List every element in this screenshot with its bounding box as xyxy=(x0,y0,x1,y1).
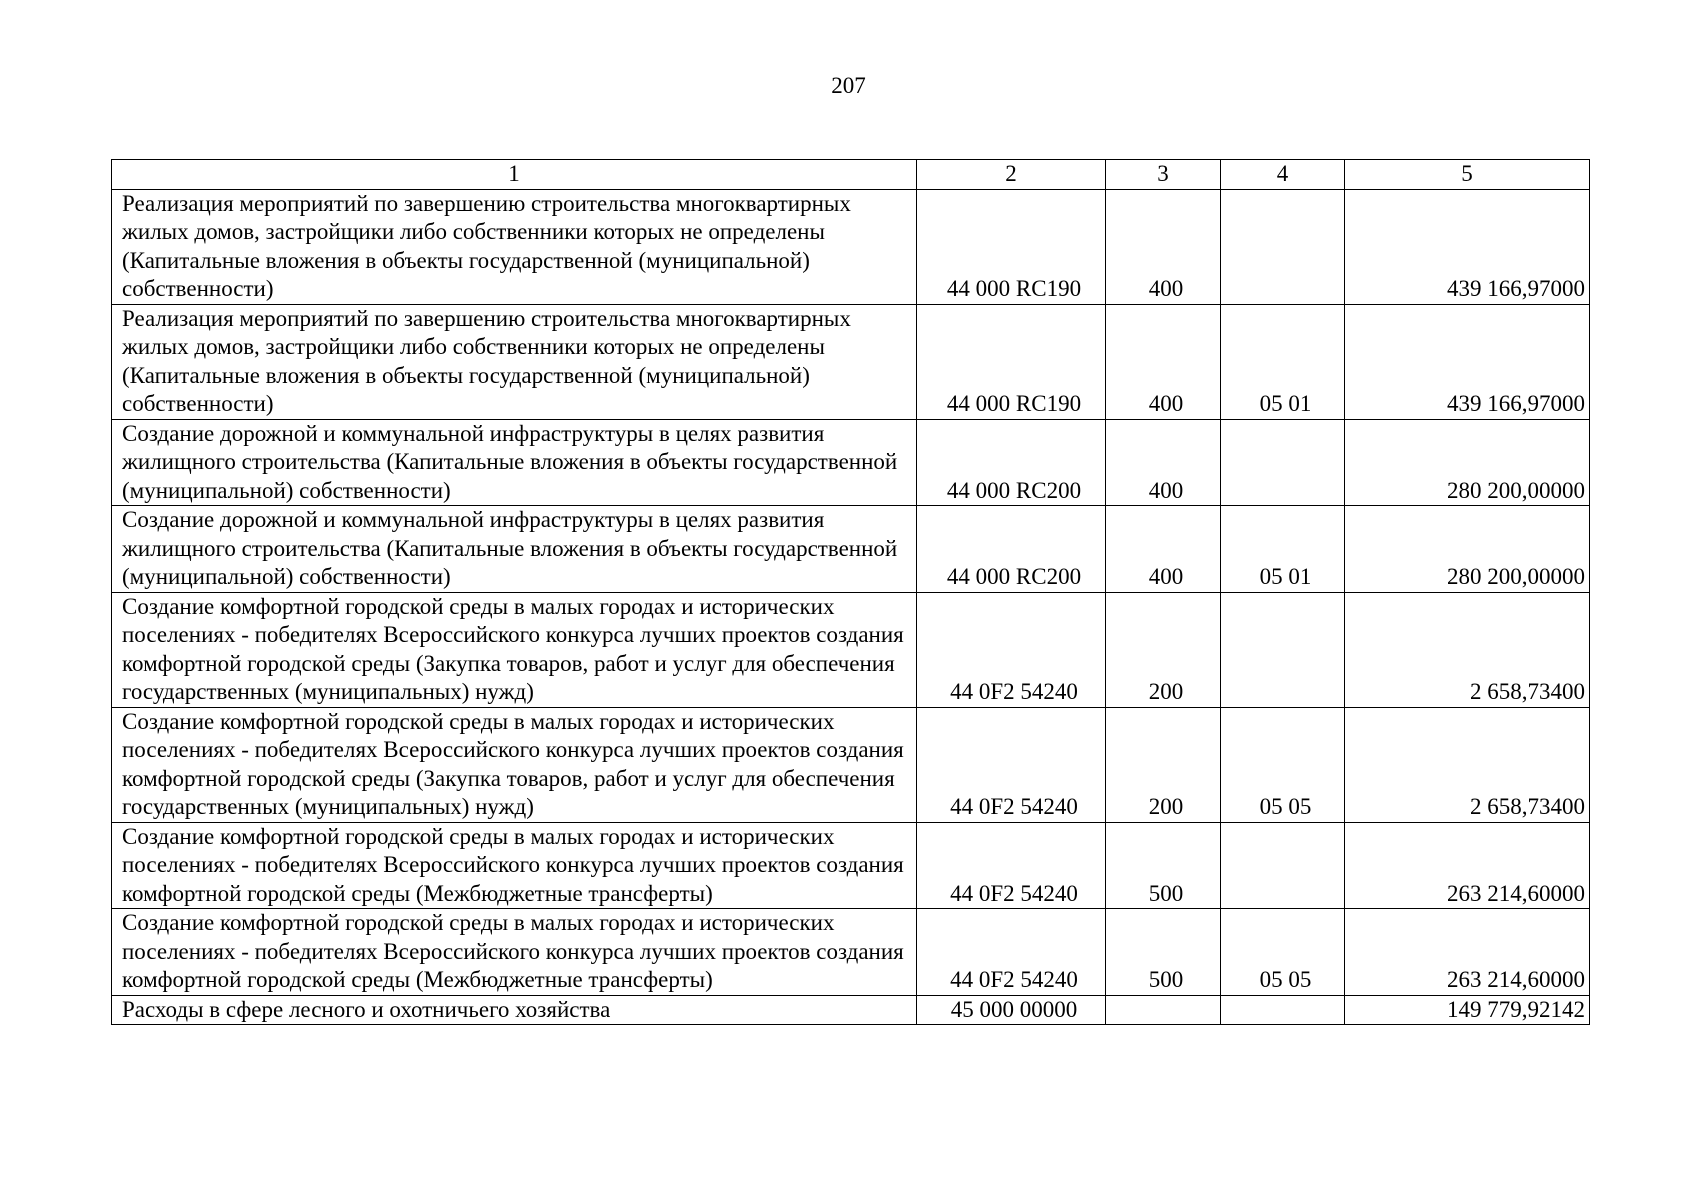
row-amount: 439 166,97000 xyxy=(1345,189,1590,304)
row-amount: 2 658,73400 xyxy=(1345,592,1590,707)
row-type: 400 xyxy=(1106,419,1221,506)
row-section xyxy=(1221,189,1345,304)
row-type: 400 xyxy=(1106,189,1221,304)
table-row xyxy=(112,592,1590,707)
row-code: 44 000 RC200 xyxy=(917,506,1106,593)
table-row xyxy=(112,707,1590,822)
row-description: Создание комфортной городской среды в малых городах и исторических поселениях - победителях Всероссийского конкурса лучших проектов создания комфортной городской среды (Межбюджетные трансферты) xyxy=(112,909,917,996)
row-section: 05 05 xyxy=(1221,909,1345,996)
row-amount: 149 779,92142 xyxy=(1345,995,1590,1025)
row-code: 44 0F2 54240 xyxy=(917,822,1106,909)
column-header-5: 5 xyxy=(1345,160,1590,190)
column-header-4: 4 xyxy=(1221,160,1345,190)
row-amount: 263 214,60000 xyxy=(1345,822,1590,909)
row-type: 500 xyxy=(1106,822,1221,909)
table-row xyxy=(112,909,1590,996)
row-code: 44 0F2 54240 xyxy=(917,592,1106,707)
table-row xyxy=(112,419,1590,506)
row-amount: 2 658,73400 xyxy=(1345,707,1590,822)
table-row xyxy=(112,822,1590,909)
row-description: Реализация мероприятий по завершению строительства многоквартирных жилых домов, застройщики либо собственники которых не определены (Капитальные вложения в объекты государственной (муниципальной) собственности) xyxy=(112,304,917,419)
row-type: 400 xyxy=(1106,506,1221,593)
row-code: 45 000 00000 xyxy=(917,995,1106,1025)
row-amount: 439 166,97000 xyxy=(1345,304,1590,419)
row-type: 200 xyxy=(1106,592,1221,707)
row-code: 44 000 RC200 xyxy=(917,419,1106,506)
row-description: Создание дорожной и коммунальной инфраструктуры в целях развития жилищного строительства (Капитальные вложения в объекты государственной (муниципальной) собственности) xyxy=(112,419,917,506)
row-section: 05 05 xyxy=(1221,707,1345,822)
row-amount: 280 200,00000 xyxy=(1345,506,1590,593)
row-description: Создание дорожной и коммунальной инфраструктуры в целях развития жилищного строительства (Капитальные вложения в объекты государственной (муниципальной) собственности) xyxy=(112,506,917,593)
row-section xyxy=(1221,995,1345,1025)
row-amount: 263 214,60000 xyxy=(1345,909,1590,996)
row-section xyxy=(1221,592,1345,707)
row-description: Реализация мероприятий по завершению строительства многоквартирных жилых домов, застройщики либо собственники которых не определены (Капитальные вложения в объекты государственной (муниципальной) собственности) xyxy=(112,189,917,304)
row-section: 05 01 xyxy=(1221,304,1345,419)
row-type: 400 xyxy=(1106,304,1221,419)
table-header-row xyxy=(112,160,1590,190)
row-description: Создание комфортной городской среды в малых городах и исторических поселениях - победителях Всероссийского конкурса лучших проектов создания комфортной городской среды (Закупка товаров, работ и услуг для обеспечения государственных (муниципальных) нужд) xyxy=(112,592,917,707)
budget-table xyxy=(111,159,1590,1025)
column-header-1: 1 xyxy=(112,160,917,190)
row-description: Создание комфортной городской среды в малых городах и исторических поселениях - победителях Всероссийского конкурса лучших проектов создания комфортной городской среды (Закупка товаров, работ и услуг для обеспечения государственных (муниципальных) нужд) xyxy=(112,707,917,822)
row-section xyxy=(1221,822,1345,909)
row-code: 44 000 RC190 xyxy=(917,189,1106,304)
row-section: 05 01 xyxy=(1221,506,1345,593)
table-row xyxy=(112,506,1590,593)
row-type: 500 xyxy=(1106,909,1221,996)
row-amount: 280 200,00000 xyxy=(1345,419,1590,506)
row-code: 44 0F2 54240 xyxy=(917,707,1106,822)
table-row xyxy=(112,189,1590,304)
row-type: 200 xyxy=(1106,707,1221,822)
page-number: 207 xyxy=(831,73,866,98)
column-header-3: 3 xyxy=(1106,160,1221,190)
column-header-2: 2 xyxy=(917,160,1106,190)
row-type xyxy=(1106,995,1221,1025)
table-row xyxy=(112,995,1590,1025)
row-description: Расходы в сфере лесного и охотничьего хозяйства xyxy=(112,995,917,1025)
row-description: Создание комфортной городской среды в малых городах и исторических поселениях - победителях Всероссийского конкурса лучших проектов создания комфортной городской среды (Межбюджетные трансферты) xyxy=(112,822,917,909)
table-row xyxy=(112,304,1590,419)
row-code: 44 000 RC190 xyxy=(917,304,1106,419)
row-section xyxy=(1221,419,1345,506)
row-code: 44 0F2 54240 xyxy=(917,909,1106,996)
